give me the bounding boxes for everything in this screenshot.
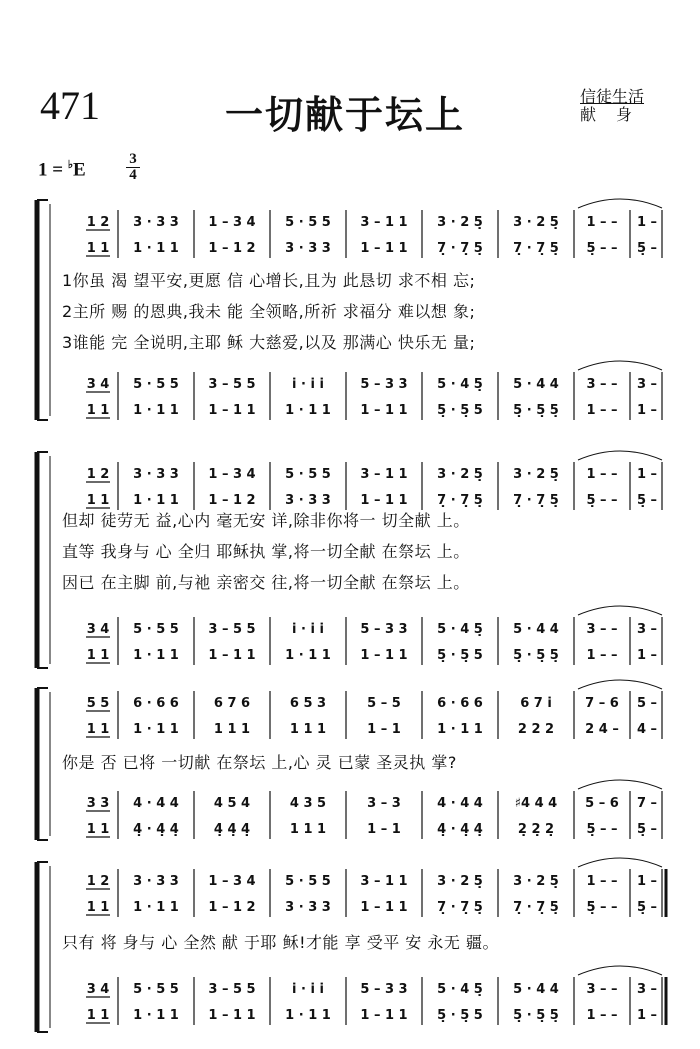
measure-notes: 1 · 1 1 xyxy=(133,722,179,737)
measure-notes: 3 · 2 5̣ xyxy=(437,467,483,482)
measure-notes: 5 · 4 5̣ xyxy=(437,982,483,997)
measure-notes: 3 4 xyxy=(86,622,110,637)
lyric-line: 只有 将 身与 心 全然 献 于耶 稣!才能 享 受平 安 永无 疆。 xyxy=(62,933,499,952)
measure-notes: 1 – 1 1 xyxy=(360,1008,408,1023)
hymn-category: 信徒生活 xyxy=(580,87,645,106)
measure-notes: 5 · 4 5̣ xyxy=(437,622,483,637)
measure-notes: 5̣ – – xyxy=(586,493,618,508)
measure-notes: 1 – 1 1 xyxy=(208,648,256,663)
measure-notes: 1 – 1 1 xyxy=(360,403,408,418)
measure-notes: 3 · 3 3 xyxy=(133,467,179,482)
measure-notes: 5 – 3 3 xyxy=(360,982,408,997)
measure-notes: 1 – 1 xyxy=(367,822,401,837)
lyric-line: 你是 否 已将 一切献 在祭坛 上,心 灵 已蒙 圣灵执 掌? xyxy=(62,753,457,772)
measure-notes: 3 – xyxy=(636,622,658,637)
measure-notes: 5̣ – xyxy=(636,822,658,837)
measure-notes: 1 1 xyxy=(86,822,110,837)
measure-notes: 5 – 3 3 xyxy=(360,622,408,637)
measure-notes: 4̣ · 4̣ 4̣ xyxy=(133,822,179,837)
measure-notes: 1 2 xyxy=(86,215,110,230)
measure-notes: 1 – 1 1 xyxy=(208,1008,256,1023)
measure-notes: 7̣ · 7̣ 5̣ xyxy=(513,241,559,256)
measure-notes: 1 · 1 1 xyxy=(133,1008,179,1023)
measure-notes: 1 – xyxy=(636,1008,658,1023)
measure-notes: 1 – 1 2 xyxy=(208,493,256,508)
measure-notes: 3 4 xyxy=(86,982,110,997)
lyric-line: 因已 在主脚 前,与祂 亲密交 往,将一切全献 在祭坛 上。 xyxy=(62,573,470,592)
measure-notes: 5 · 5 5 xyxy=(285,467,331,482)
measure-notes: 1 · 1 1 xyxy=(133,493,179,508)
measure-notes: 1 – 1 1 xyxy=(208,403,256,418)
measure-notes: 3 · 3 3 xyxy=(285,493,331,508)
measure-notes: 1 · 1 1 xyxy=(285,403,331,418)
measure-notes: 1 – 1 1 xyxy=(360,241,408,256)
measure-notes: 1 – 3 4 xyxy=(208,467,256,482)
lyric-line: 3谁能 完 全说明,主耶 稣 大慈爱,以及 那满心 快乐无 量; xyxy=(62,333,476,352)
measure-notes: 3 – – xyxy=(586,622,618,637)
measure-notes: 1 – – xyxy=(586,467,618,482)
measure-notes: 5̣ – – xyxy=(586,241,618,256)
measure-notes: 1 – xyxy=(636,467,658,482)
measure-notes: 5 · 4 5̣ xyxy=(437,377,483,392)
measure-notes: 5 · 5 5 xyxy=(285,874,331,889)
measure-notes: i̇ · i̇ i̇ xyxy=(292,982,324,997)
measure-notes: 5 · 4 4 xyxy=(513,622,559,637)
measure-notes: 3 · 2 5̣ xyxy=(437,874,483,889)
measure-notes: 6 7 6 xyxy=(213,696,251,711)
measure-notes: 1 · 1 1 xyxy=(133,241,179,256)
measure-notes: 7 – xyxy=(636,796,658,811)
measure-notes: 1 1 xyxy=(86,493,110,508)
measure-notes: 1 – – xyxy=(586,874,618,889)
tie-arc xyxy=(578,199,662,208)
measure-notes: 5̣ – – xyxy=(586,900,618,915)
tie-arc xyxy=(578,451,662,460)
measure-notes: 5̣ · 5̣ 5 xyxy=(437,648,483,663)
lyric-line: 2主所 赐 的恩典,我未 能 全领略,所祈 求福分 难以想 象; xyxy=(62,302,476,321)
measure-notes: 1 1 1 xyxy=(289,722,327,737)
measure-notes: 1 – 1 1 xyxy=(360,493,408,508)
measure-notes: 5 – 5 xyxy=(367,696,401,711)
measure-notes: 4 3 5 xyxy=(289,796,327,811)
measure-notes: 5 · 4 4 xyxy=(513,377,559,392)
measure-notes: 1 · 1 1 xyxy=(133,403,179,418)
tie-arc xyxy=(578,858,662,867)
measure-notes: 3 – 1 1 xyxy=(360,874,408,889)
measure-notes: 5 · 5 5 xyxy=(133,982,179,997)
measure-notes: 4̣ 4̣ 4̣ xyxy=(213,822,251,837)
measure-notes: 5 – xyxy=(636,696,658,711)
measure-notes: 1 – – xyxy=(586,1008,618,1023)
lyric-line: 但却 徒劳无 益,心内 毫无安 详,除非你将一 切全献 上。 xyxy=(62,511,470,530)
measure-notes: 6 · 6 6 xyxy=(437,696,483,711)
measure-notes: 5 · 5 5 xyxy=(133,377,179,392)
measure-notes: 3 · 3 3 xyxy=(133,215,179,230)
measure-notes: 7 – 6 xyxy=(585,696,619,711)
measure-notes: 5̣ – xyxy=(636,241,658,256)
measure-notes: 3 · 2 5̣ xyxy=(513,467,559,482)
measure-notes: 5̣ · 5̣ 5̣ xyxy=(513,648,559,663)
measure-notes: 1 1 xyxy=(86,722,110,737)
measure-notes: 1 – xyxy=(636,648,658,663)
measure-notes: 1 – 3 4 xyxy=(208,874,256,889)
measure-notes: 1 1 xyxy=(86,403,110,418)
measure-notes: 7̣ · 7̣ 5̣ xyxy=(437,241,483,256)
measure-notes: 5̣ – xyxy=(636,900,658,915)
measure-notes: 1 1 xyxy=(86,648,110,663)
key-prefix: 1 = xyxy=(38,159,68,181)
measure-notes: 3 – – xyxy=(586,982,618,997)
measure-notes: 1 1 xyxy=(86,900,110,915)
measure-notes: i̇ · i̇ i̇ xyxy=(292,622,324,637)
measure-notes: 3 – 5 5 xyxy=(208,982,256,997)
measure-notes: 3 3 xyxy=(86,796,110,811)
measure-notes: 5 · 4 4 xyxy=(513,982,559,997)
measure-notes: 4 5 4 xyxy=(213,796,251,811)
measure-notes: 5 – 3 3 xyxy=(360,377,408,392)
key-flat: ♭ xyxy=(67,159,74,171)
lyric-line: 1你虽 渴 望平安,更愿 信 心增长,且为 此恳切 求不相 忘; xyxy=(62,271,476,290)
tie-arc xyxy=(578,966,662,975)
measure-notes: 7̣ · 7̣ 5̣ xyxy=(513,900,559,915)
measure-notes: 1 – xyxy=(636,215,658,230)
measure-notes: 1 – 1 2 xyxy=(208,241,256,256)
measure-notes: 3 · 3 3 xyxy=(133,874,179,889)
measure-notes: 1 – xyxy=(636,874,658,889)
measure-notes: 1 · 1 1 xyxy=(285,648,331,663)
tie-arc xyxy=(578,361,662,370)
measure-notes: 1 – xyxy=(636,403,658,418)
measure-notes: 1 – 1 1 xyxy=(360,648,408,663)
measure-notes: 1 · 1 1 xyxy=(133,900,179,915)
measure-notes: 3 – 5 5 xyxy=(208,377,256,392)
measure-notes: 3 · 2 5̣ xyxy=(513,874,559,889)
measure-notes: 3 – xyxy=(636,982,658,997)
measure-notes: 3 – 3 xyxy=(367,796,401,811)
measure-notes: 5̣ · 5̣ 5̣ xyxy=(513,1008,559,1023)
measure-notes: 1 2 xyxy=(86,467,110,482)
measure-notes: 3 · 3 3 xyxy=(285,900,331,915)
measure-notes: 1 – – xyxy=(586,403,618,418)
measure-notes: 2 4 – xyxy=(585,722,619,737)
hymn-title: 一切献于坛上 xyxy=(225,92,466,137)
measure-notes: 1 – – xyxy=(586,648,618,663)
measure-notes: 4 · 4 4 xyxy=(133,796,179,811)
measure-notes: 3 – – xyxy=(586,377,618,392)
measure-notes: 3 – 1 1 xyxy=(360,215,408,230)
measure-notes: 1 · 1 1 xyxy=(437,722,483,737)
measure-notes: 2̣ 2̣ 2̣ xyxy=(517,822,555,837)
tie-arc xyxy=(578,680,662,689)
measure-notes: 4̣ · 4̣ 4̣ xyxy=(437,822,483,837)
measure-notes: 1 – 1 xyxy=(367,722,401,737)
measure-notes: 7̣ · 7̣ 5̣ xyxy=(437,900,483,915)
tie-arc xyxy=(578,606,662,615)
tie-arc xyxy=(578,780,662,789)
measure-notes: 1 1 xyxy=(86,1008,110,1023)
measure-notes: 3 4 xyxy=(86,377,110,392)
measure-notes: 5̣ – xyxy=(636,493,658,508)
measure-notes: 1 – – xyxy=(586,215,618,230)
measure-notes: 6 5 3 xyxy=(289,696,327,711)
measure-notes: 1 – 1 2 xyxy=(208,900,256,915)
measure-notes: 7̣ · 7̣ 5̣ xyxy=(513,493,559,508)
measure-notes: 5̣ · 5̣ 5̣ xyxy=(513,403,559,418)
measure-notes: 5 · 5 5 xyxy=(133,622,179,637)
measure-notes: i̇ · i̇ i̇ xyxy=(292,377,324,392)
hymn-number: 471 xyxy=(40,83,100,128)
measure-notes: 4 – xyxy=(636,722,658,737)
measure-notes: 5 · 5 5 xyxy=(285,215,331,230)
measure-notes: 3 · 2 5̣ xyxy=(513,215,559,230)
time-top: 3 xyxy=(126,152,140,168)
measure-notes: 1 1 xyxy=(86,241,110,256)
measure-notes: 1 · 1 1 xyxy=(133,648,179,663)
measure-notes: 5 5 xyxy=(86,696,110,711)
measure-notes: 1 · 1 1 xyxy=(285,1008,331,1023)
measure-notes: 5̣ – – xyxy=(586,822,618,837)
measure-notes: 6 · 6 6 xyxy=(133,696,179,711)
measure-notes: 4 · 4 4 xyxy=(437,796,483,811)
key-letter: E xyxy=(73,159,86,181)
measure-notes: 3 – 5 5 xyxy=(208,622,256,637)
measure-notes: 6 7 i̇ xyxy=(520,696,552,711)
measure-notes: ♯4 4 4 xyxy=(514,796,558,811)
measure-notes: 3 – xyxy=(636,377,658,392)
time-bottom: 4 xyxy=(129,167,137,183)
measure-notes: 7̣ · 7̣ 5̣ xyxy=(437,493,483,508)
hymn-subcategory: 献身 xyxy=(580,105,653,124)
measure-notes: 5̣ · 5̣ 5 xyxy=(437,403,483,418)
measure-notes: 2 2 2 xyxy=(517,722,555,737)
measure-notes: 1 1 1 xyxy=(289,822,327,837)
measure-notes: 3 – 1 1 xyxy=(360,467,408,482)
measure-notes: 1 1 1 xyxy=(213,722,251,737)
measure-notes: 3 · 2 5̣ xyxy=(437,215,483,230)
lyric-line: 直等 我身与 心 全归 耶稣执 掌,将一切全献 在祭坛 上。 xyxy=(62,542,470,561)
measure-notes: 1 – 1 1 xyxy=(360,900,408,915)
measure-notes: 1 2 xyxy=(86,874,110,889)
measure-notes: 1 – 3 4 xyxy=(208,215,256,230)
measure-notes: 5 – 6 xyxy=(585,796,619,811)
measure-notes: 3 · 3 3 xyxy=(285,241,331,256)
measure-notes: 5̣ · 5̣ 5 xyxy=(437,1008,483,1023)
